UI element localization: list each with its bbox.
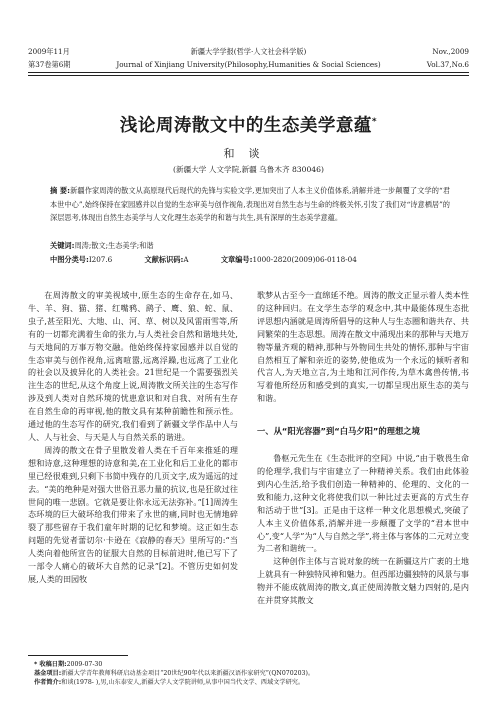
article-author: 和谈 [223, 147, 274, 160]
keywords [50, 241, 450, 251]
header-rule-thick [28, 72, 469, 73]
clc-label: 中图分类号: [50, 255, 89, 264]
article-title-text: 浅论周涛散文中的生态美学意蕴 [119, 116, 372, 136]
running-header-top [28, 47, 469, 59]
author-affiliation: (新疆大学 人文学院,新疆 乌鲁木齐 830046) [173, 165, 324, 174]
abstract-text: 新疆作家周涛的散文从高原现代后现代的先锋与实验文学,更加突出了人本主义价值体系,消解并进一步颠覆了文学的“君本世中心”,始终保持在家园感并以自觉的生态审美与创作视角,表现出对自然生态与生命的终极关怀,引发了我们对“诗意栖居”的深层思考,体现出自然生态美学与人文化理生态美学的和谐与共生,具有深厚的生态美学意蕴。 [50, 186, 450, 223]
body-paragraph: 这种创作主体与言说对象的统一在新疆这片广袤的土地上就具有一种独特风神和魅力。但西部边疆独特的风景与事物并不能成就周涛的散文,真正使周涛散文魅力四射的,是内在并贯穿其散文 [257, 556, 469, 606]
section-heading: 一、从“阳光容器”到“白马夕阳”的理想之境 [257, 426, 420, 437]
author-bio-text: 和谈(1978- ),男,山东泰安人,新疆大学人文学院讲师,从事中国当代文学、西域文学研究。 [61, 679, 305, 686]
doc-code-label: 文献标识码: [144, 255, 184, 264]
title-footnote-mark: * [371, 117, 378, 128]
classification-line [50, 255, 450, 265]
received-label: * 收稿日期: [34, 661, 67, 668]
article-id-label: 文章编号: [220, 255, 253, 264]
body-paragraph: 歌梦从古至今一直绵延不绝。周涛的散文正显示着人类本性的这种回归。在文学生态学的观念中,其中最能体现生态批评思想内涵就是周涛所倡导的这种人与生态圈和谐共存、共同繁荣的生态思想。周涛在散文中涌现出来的那种与天地万物等量齐观的精神,那种与外物同生共处的情怀,那种与宇宙自然相互了解和亲近的姿势,使他成为一个永远的倾听者和代言人,为天地立言,为土地和江河作传,为草木禽兽传情,书写着他所经历和感受到的真实,一切都呈现出原生态的美与和谐。 [257, 290, 469, 404]
body-paragraph: 在周涛散文的审美视域中,原生态的生命存在,如马、牛、羊、狗、猫、猪、红嘴鸦、鹞子、鹰、狼、蛇、鼠、虫子,甚至阳光、大地、山、河、草、树以及风雷雨雪等,所有的一切都充满着生命的张力,与人类社会自然和谐地共处,与天地间的万事万物交融。他始终保持家园感并以自觉的生态审美与创作视角,远离喧嚣,远离浮躁,也远离了工业化的社会以及披异化的人类社会。21世纪是一个需要强烈关注生态的世纪,从这个角度上说,周涛散文所关注的生态写作涉及到人类对自然环境的忧患意识和对自我、对所有生存在自然生命的再审视,他的散文具有某种前瞻性和预示性。通过他的生态写作的研究,我们看到了新疆文学作品中人与人、人与社会、与天是人与自然关系的谐进。 [28, 290, 238, 442]
abstract-label: 摘 要: [50, 186, 71, 195]
body-column-right [257, 289, 469, 607]
received-date: 2009-07-30 [66, 661, 103, 668]
footnote-received [34, 660, 474, 669]
header-volume-cn: 第37卷第6期 [28, 60, 71, 69]
keywords-text: 周涛;散文;生态美学;和谐 [74, 241, 154, 250]
body-paragraph: 鲁枢元先生在《生态批评的空间》中说,“由于敬畏生命的伦理学,我们与宇宙建立了一种精神关系。我们由此体验到内心生活,给予我们创造一种精神的、伦理的、文化的一致和能力,这种文化将使我们以一种比过去更高的方式生存和活动于世”[3]。正是由于这样一种文化思想模式,突破了人本主义价值体系,消解并进一步颠覆了文学的“君本世中心”,变“人学”为“人与自然之学”,将主体与客体的二元对立变为二者和谐统一。 [257, 453, 469, 554]
header-date-en: Nov.,2009 [432, 47, 469, 56]
clc-value: I207.6 [88, 255, 113, 264]
header-rule-thin [28, 75, 469, 76]
fund-text: 新疆大学青年教师科研启动基金项目“20世纪90年代以来新疆汉语作家研究”(QN070203)。 [61, 670, 315, 677]
footnote-rule [28, 655, 128, 656]
header-journal-cn: 新疆大学学报(哲学·人文社会科学版) [190, 47, 307, 56]
body-paragraph: 周涛的散文在骨子里散发着人类在千百年来推延的理想和诗意,这种理想的诗意和美,在工业化和后工业化的都市里已经很难到,只剩下书简中残存的几页文字,成为遥远的过去。“美的绝种是对强大世俗丑恶力量的抗议,也是狂欲过往世间的唯一悲剧。它就是要让你永远无法弥补。”[1]周涛生态环境的巨大破坏给我们带来了永世的痛,同时也无情地碎裂了那些留存于我们童年时期的记忆和梦境。这正如生态问题的先觉者蕾切尔·卡逊在《寂静的春天》里所写的:“当人类向着他所宣告的征服大自然的目标前进时,他已写下了一部令人痛心的破坏大自然的记录”[2]。不管历史如何发展,人类的田园牧 [28, 444, 238, 584]
fund-label: 基金项目: [34, 670, 62, 677]
keywords-label: 关键词: [50, 241, 75, 250]
footnote-author [34, 678, 474, 687]
header-date: 2009年11月 [28, 47, 70, 56]
body-column-left [28, 289, 238, 586]
author-bio-label: 作者简介: [34, 679, 62, 686]
footnote-fund [34, 669, 474, 678]
article-id-value: 1000-2820(2009)06-0118-04 [252, 255, 357, 264]
header-volume-en: Vol.37,No.6 [426, 60, 469, 69]
running-header-bottom [28, 60, 469, 72]
abstract [50, 184, 450, 225]
article-title [0, 112, 497, 137]
doc-code-value: A [183, 255, 189, 264]
header-journal-en: Journal of Xinjiang University(Philosophy,Humanities & Social Sciences) [116, 60, 381, 69]
